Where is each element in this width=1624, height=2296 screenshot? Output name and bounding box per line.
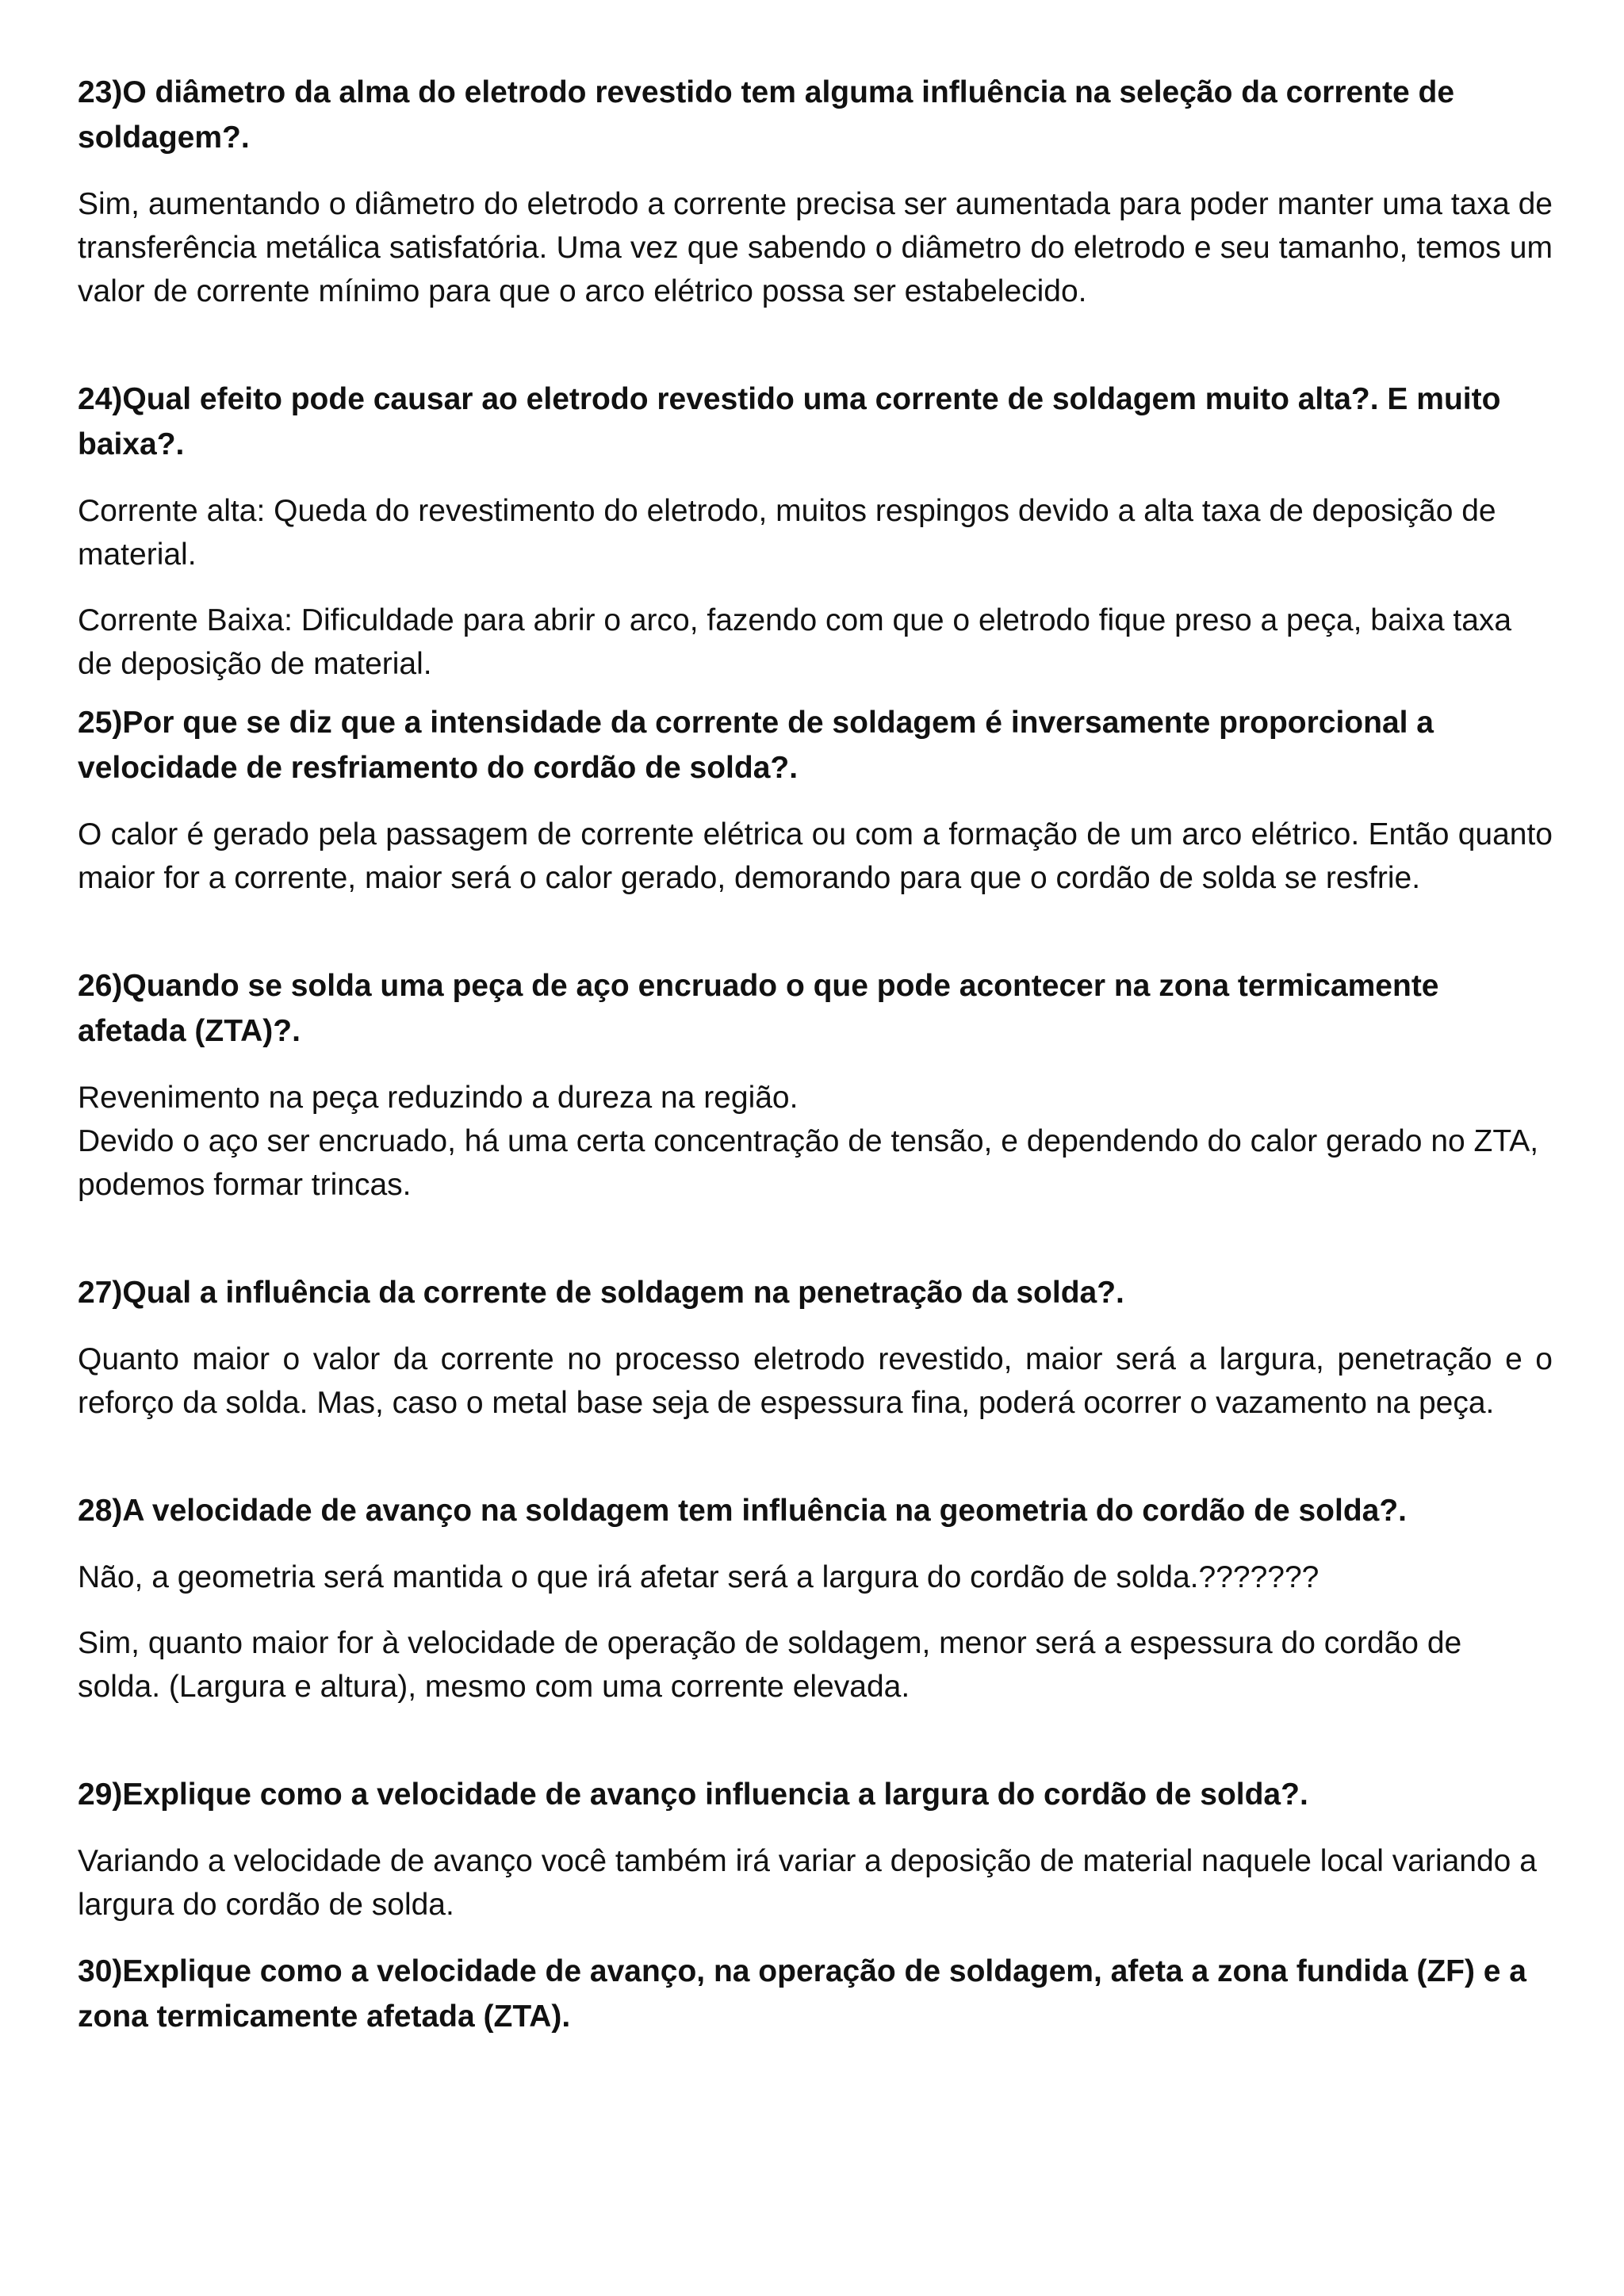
answer-28-no: Não, a geometria será mantida o que irá afetar será a largura do cordão de solda.???????: [78, 1560, 1320, 1594]
answer-23: Sim, aumentando o diâmetro do eletrodo a corrente precisa ser aumentada para poder manter uma taxa de transferência metálica satisfatória. Uma vez que sabendo o diâmetro do eletrodo e seu tamanho, temos um valor de corrente mínimo para que o arco elétrico possa ser estabelecido.: [78, 187, 1553, 308]
question-29: 29)Explique como a velocidade de avanço influencia a largura do cordão de solda?.: [78, 1777, 1308, 1812]
question-27: 27)Qual a influência da corrente de soldagem na penetração da solda?.: [78, 1276, 1124, 1310]
question-26: 26)Quando se solda uma peça de aço encruado o que pode acontecer na zona termicamente afetada (ZTA)?.: [78, 969, 1439, 1048]
question-30: 30)Explique como a velocidade de avanço, na operação de soldagem, afeta a zona fundida (ZF) e a zona termicamente afetada (ZTA).: [78, 1954, 1527, 2034]
answer-24-low-current: Corrente Baixa: Dificuldade para abrir o arco, fazendo com que o eletrodo fique preso a peça, baixa taxa de deposição de material.: [78, 603, 1512, 681]
answer-24-high-current: Corrente alta: Queda do revestimento do eletrodo, muitos respingos devido a alta taxa de deposição de material.: [78, 494, 1496, 572]
question-25: 25)Por que se diz que a intensidade da corrente de soldagem é inversamente proporcional a velocidade de resfriamento do cordão de solda?.: [78, 706, 1434, 785]
question-28: 28)A velocidade de avanço na soldagem tem influência na geometria do cordão de solda?.: [78, 1494, 1408, 1528]
answer-26-cracks: Devido o aço ser encruado, há uma certa concentração de tensão, e dependendo do calor gerado no ZTA, podemos formar trincas.: [78, 1124, 1539, 1202]
answer-28-yes: Sim, quanto maior for à velocidade de operação de soldagem, menor será a espessura do cordão de solda. (Largura e altura), mesmo com uma corrente elevada.: [78, 1626, 1462, 1704]
question-24: 24)Qual efeito pode causar ao eletrodo revestido uma corrente de soldagem muito alta?. E muito baixa?.: [78, 382, 1501, 461]
answer-27: Quanto maior o valor da corrente no processo eletrodo revestido, maior será a largura, penetração e o reforço da solda. Mas, caso o metal base seja de espessura fina, poderá ocorrer o vazamento na peça.: [78, 1342, 1553, 1420]
question-23: 23)O diâmetro da alma do eletrodo revestido tem alguma influência na seleção da corrente de soldagem?.: [78, 75, 1455, 155]
document-page: [78, 70, 1553, 2039]
answer-25: O calor é gerado pela passagem de corrente elétrica ou com a formação de um arco elétrico. Então quanto maior for a corrente, maior será o calor gerado, demorando para que o cordão de solda se resfrie.: [78, 817, 1553, 895]
answer-29: Variando a velocidade de avanço você também irá variar a deposição de material naquele local variando a largura do cordão de solda.: [78, 1844, 1537, 1922]
answer-26-tempering: Revenimento na peça reduzindo a dureza na região.: [78, 1081, 799, 1115]
